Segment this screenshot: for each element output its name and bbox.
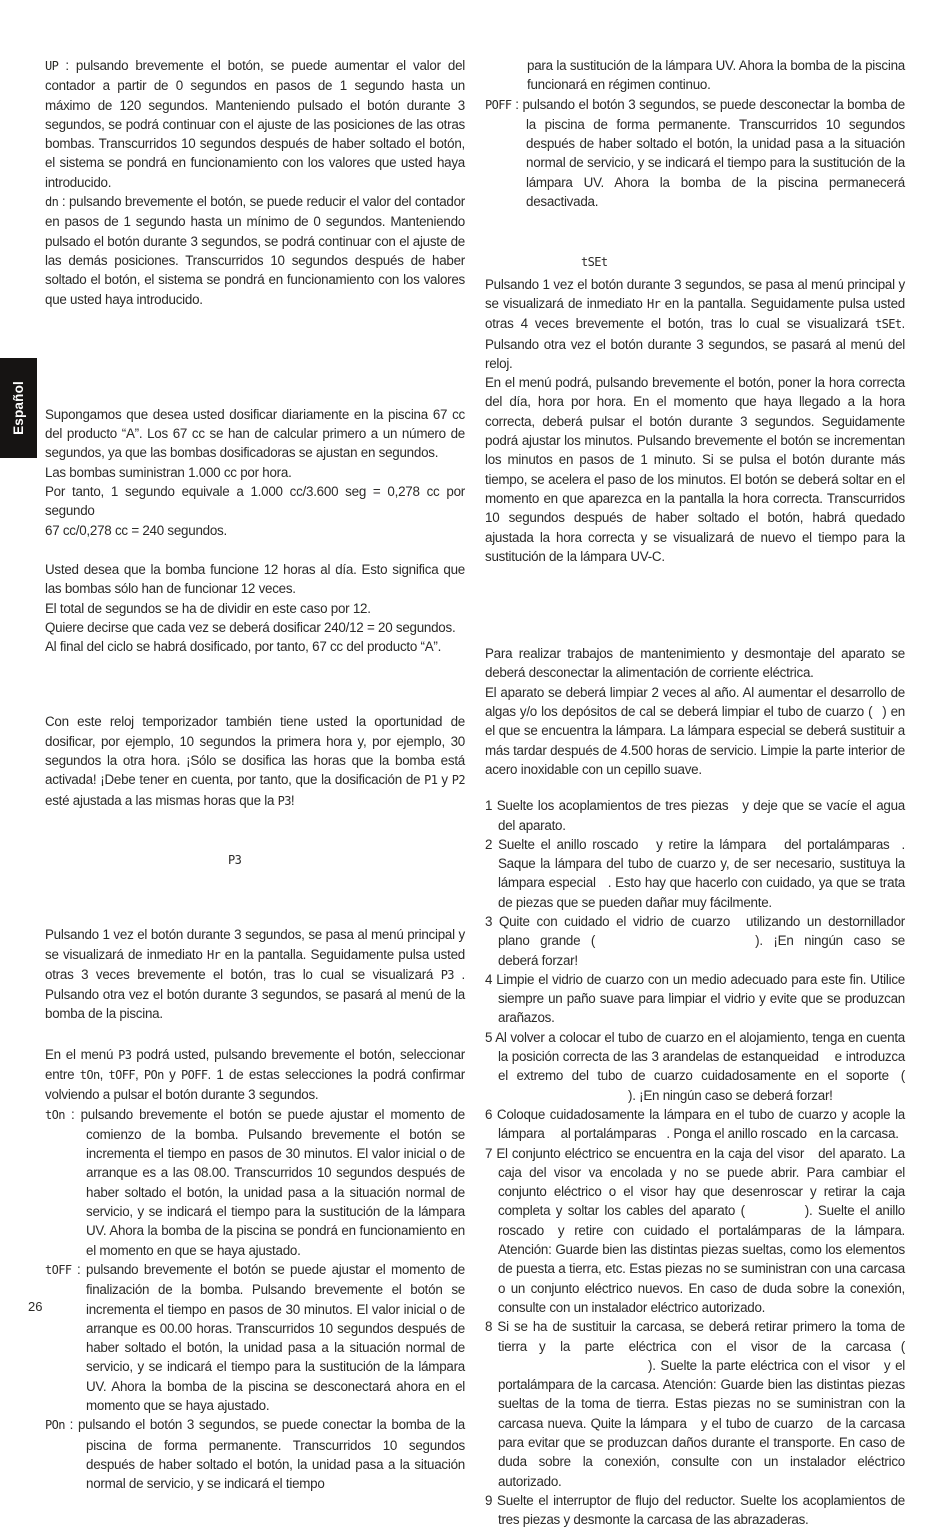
blank-reference-gap	[498, 1099, 628, 1100]
blank-reference-gap	[819, 1060, 835, 1061]
text-run: para la sustitución de la lámpara UV. Ahora la bomba de la piscina funcionará en régimen continuo.	[527, 58, 905, 93]
text-run: podrá usted, pulsando brevemente el botón, seleccionar entre	[45, 1046, 465, 1082]
text-run: En el menú podrá, pulsando brevemente el botón, poner la hora correcta del día, hora por hora. En el momento que haya llegado a la hora correcta, deberá pulsar el botón durante 3 segundos. Seguidamente podrá ajustar los minutos. Pulsando brevemente el botón se incrementan los minutos en pasos de 1 minuto. Si se pulsa el botón durante más tiempo, se acelera el paso de los minutos. El botón se deberá soltar en el momento en que aparezca en la pantalla la hora correcta. Transcurridos 10 segundos después de haber soltado el botón, habrá quedado ajustada la hora correcta y se visualizará de nuevo el tiempo para la sustitución de la lámpara UV-C.	[485, 375, 905, 564]
text-run: y el portalámpara de la carcasa. Atención: Guarde bien las distintas piezas sueltas de la toma de tierra. Estas piezas no se suministran con la carcasa nueva. Quite la lámpara	[498, 1357, 905, 1431]
lcd-display-term: POFF	[181, 1067, 208, 1082]
definition-item	[45, 1105, 465, 1260]
numbered-list-item	[485, 835, 905, 912]
blank-reference-gap	[498, 1369, 648, 1370]
section-heading	[581, 252, 905, 272]
blank-reference-gap	[804, 1157, 818, 1158]
lcd-display-term: Hr	[646, 296, 661, 311]
text-run: : pulsando brevemente el botón se puede ajustar el momento de finalización de la bomba. Pulsando brevemente el botón se incrementa el tiempo en pasos de 30 minutos. El valor inicial o de arranque es 00.00 horas. Transcurridos 10 segundos después de haber soltado el botón, la unidad pasa a la situación normal de servicio, y se indicará el tiempo para la sustitución de la lámpara UV. Ahora la bomba de la piscina se desconectará ahora en el momento que se haya ajustado.	[71, 1261, 465, 1414]
text-run: ,	[134, 1066, 144, 1082]
blank-reference-gap	[687, 1427, 701, 1428]
blank-reference-gap	[889, 1079, 901, 1080]
blank-reference-gap	[596, 886, 608, 887]
text-run: El aparato se deberá limpiar 2 veces al año. Al aumentar el desarrollo de algas y/o los depósitos de cal se deberá limpiar el tubo de cuarzo (	[485, 684, 905, 720]
list-number: 5	[485, 1029, 496, 1045]
numbered-list-item	[485, 912, 905, 970]
text-run: al portalámparas	[560, 1126, 657, 1142]
text-run: Supongamos que desea usted dosificar diariamente en la piscina 67 cc del producto “A”. Los 67 cc se han de calcular primero a un número de segundos, ya que las bombas dosificadoras se ajustan en segundos.	[45, 406, 465, 461]
text-run: utilizando un destornillador plano grande (	[498, 913, 905, 949]
blank-reference-gap	[544, 1234, 558, 1235]
text-run: Pulsando 1 vez el botón durante 3 segundos, se pasa al menú principal y se visualizará de inmediato	[45, 927, 465, 962]
blank-reference-gap	[870, 1369, 884, 1370]
text-run: esté ajustada a las mismas horas que la	[45, 792, 278, 808]
text-run: El total de segundos se ha de dividir en este caso por 12.	[45, 600, 371, 616]
text-run: Para realizar trabajos de mantenimiento y desmontaje del aparato se deberá desconectar la alimentación de corriente eléctrica.	[485, 646, 905, 681]
text-run: Usted desea que la bomba funcione 12 horas al día. Esto significa que las bombas sólo han de funcionar 12 veces.	[45, 561, 465, 597]
definition-item	[485, 95, 905, 212]
numbered-list-item	[485, 796, 905, 835]
lcd-display-term: tOn	[79, 1067, 100, 1082]
lcd-display-term: P2	[451, 773, 465, 788]
text-run: Limpie el vidrio de cuarzo con un medio adecuado para este fin. Utilice siempre un paño suave para limpiar el vidrio y evite que se produzcan arañazos.	[496, 971, 906, 1026]
left-column	[45, 56, 465, 1494]
blank-reference-gap	[527, 1350, 539, 1351]
page-number: 26	[28, 1299, 43, 1314]
lcd-display-term: UP	[45, 59, 59, 73]
lcd-display-term: P3	[228, 852, 242, 867]
blank-reference-gap	[545, 1137, 561, 1138]
definition-item	[45, 1260, 465, 1415]
paragraph	[45, 192, 465, 309]
lcd-display-term: tSEt	[875, 317, 902, 332]
text-run: ). Suelte el anillo roscado	[498, 1203, 906, 1238]
text-run: y	[163, 1066, 182, 1082]
text-run: . Esto hay que hacerlo con cuidado, ya que se trata de piezas que se pueden dañar muy fácilmente.	[498, 875, 905, 910]
text-run: En el menú	[45, 1046, 119, 1062]
text-run: Al final del ciclo se habrá dosificado, por tanto, 67 cc del producto “A”.	[45, 639, 442, 655]
lcd-display-term: Hr	[206, 947, 221, 962]
blank-reference-gap	[595, 944, 755, 945]
text-run: . Ponga el anillo roscado	[666, 1126, 807, 1142]
text-run: : pulsando el botón 3 segundos, se puede conectar la bomba de la piscina de forma permanente. Transcurridos 10 segundos después de haber soltado el botón, la unidad pasa a la situación normal de servicio, y se indicará el tiempo	[64, 1417, 465, 1492]
lcd-display-term: tSEt	[581, 255, 608, 270]
lcd-display-term: P3	[118, 1047, 132, 1062]
numbered-list-item	[485, 1491, 905, 1529]
paragraph	[45, 56, 465, 192]
blank-reference-gap	[807, 1137, 819, 1138]
lcd-display-term: P1	[424, 773, 438, 788]
section-heading	[228, 850, 465, 870]
text-run: : pulsando brevemente el botón, se puede reducir el valor del contador en pasos de 1 segundo hasta un mínimo de 0 segundos. Manteniendo pulsado el botón durante 3 segundos, se podrá continuar con el ajuste de las demás posiciones. Transcurridos 10 segundos después de haber soltado el botón, el sistema se pondrá en funcionamiento con los valores que usted haya introducido.	[45, 194, 465, 307]
list-number: 6	[485, 1106, 497, 1122]
text-run: Suelte el interruptor de flujo del reductor. Suelte los acoplamientos de tres piezas y desmonte la carcasa de las abrazaderas.	[497, 1492, 905, 1528]
numbered-list-item	[485, 1317, 905, 1491]
numbered-list-item	[485, 1105, 905, 1144]
text-run: : pulsando brevemente el botón, se puede aumentar el valor del contador a partir de 0 segundos en pasos de 1 segundo hasta un máximo de 120 segundos. Manteniendo pulsado el botón durante 3 segundos, se podrá continuar con el ajuste de las posiciones de las otras bombas. Transcurridos 10 segundos después de haber soltado el botón, el sistema se pondrá en funcionamiento con los valores que usted haya introducido.	[45, 58, 465, 190]
paragraph	[45, 925, 465, 1023]
text-run: Al volver a colocar el tubo de cuarzo en el alojamiento, tenga en cuenta la posición correcta de las 3 arandelas de estanqueidad	[495, 1029, 905, 1065]
text-run: Si se ha de sustituir la carcasa, se deberá retirar primero la toma de tierra	[497, 1319, 905, 1354]
text-run: Pulsando 1 vez el botón durante 3 segundos, se pasa al menú principal y se visualizará de inmediato	[485, 276, 905, 311]
blank-reference-gap	[872, 715, 882, 716]
lcd-display-term: tOFF	[45, 1262, 72, 1277]
text-run: en la pantalla. Seguidamente pulsa usted otras 4 veces brevemente el botón, tras lo cual se visualizará	[485, 295, 905, 332]
text-run: Por tanto, 1 segundo equivale a 1.000 cc/3.600 seg = 0,278 cc por segundo	[45, 484, 465, 519]
blank-reference-gap	[891, 1350, 901, 1351]
text-run: e introduzca el extremo del tubo de cuarzo cuidadosamente en el soporte	[498, 1049, 905, 1084]
lcd-display-term: POn	[45, 1418, 65, 1433]
text-run: . Pulsando otra vez el botón durante 3 segundos, se pasará al menú de la bomba de la piscina.	[45, 966, 465, 1022]
text-run: : pulsando el botón 3 segundos, se puede desconectar la bomba de la piscina de forma permanente. Transcurridos 10 segundos después de haber soltado el botón, la unidad pasa a la situación normal de servicio, y se indicará el tiempo para la sustitución de la lámpara UV. Ahora la bomba de la piscina permanecerá desactivada.	[511, 96, 905, 210]
text-run: y	[437, 772, 452, 788]
lcd-display-term: tOn	[45, 1107, 65, 1122]
language-tab	[0, 358, 37, 458]
text-run: ) en el que se encuentra la lámpara. La lámpara especial se deberá sustituir a más tardar después de 4.500 horas de servicio. Limpie la parte interior de acero inoxidable con un cepillo suave.	[485, 704, 905, 777]
text-run: Quiere decirse que cada vez se deberá dosificar 240/12 = 20 segundos.	[45, 619, 456, 635]
text-run: . Saque la lámpara del tubo de cuarzo y, de ser necesario, sustituya la lámpara especial	[498, 836, 905, 891]
text-run: ,	[99, 1066, 109, 1082]
text-run: ). ¡En ningún caso se deberá forzar!	[498, 933, 905, 968]
text-run: ). Suelte la parte eléctrica con el visor	[648, 1357, 870, 1373]
paragraph	[485, 373, 905, 566]
text-run: (	[900, 1338, 905, 1354]
text-run: Coloque cuidadosamente la lámpara en el tubo de cuarzo y acople la lámpara	[496, 1106, 905, 1142]
blank-reference-gap	[766, 848, 784, 849]
text-run: y la parte eléctrica con el visor	[539, 1338, 778, 1354]
list-number: 1	[485, 798, 497, 814]
text-run: de la carcasa para evitar que se produzcan daños durante el transporte. En caso de duda sobre la conexión, consulte con un instalador eléctrico autorizado.	[498, 1415, 905, 1489]
list-number: 2	[485, 836, 499, 852]
text-run: en la pantalla. Seguidamente pulsa usted otras 3 veces brevemente el botón, tras lo cual se visualizará	[45, 946, 465, 982]
text-run: y retire con cuidado el portalámparas de la lámpara. Atención: Guarde bien las distintas piezas sueltas, como los elementos de puesta a tierra, etc. Estas piezas no se suministran con una carcasa o un conjunto eléctrico nuevos. En caso de duda sobre la conexión, consulte con un instalador eléctrico autorizado.	[498, 1222, 905, 1315]
text-run: Suelte los acoplamientos de tres piezas	[496, 798, 729, 814]
lcd-display-term: P3	[440, 967, 454, 982]
paragraph	[45, 712, 465, 810]
text-run: (	[900, 1068, 905, 1084]
list-number: 8	[485, 1319, 498, 1335]
text-run: y el tubo de cuarzo	[700, 1415, 813, 1431]
text-run: y retire la lámpara	[656, 836, 767, 852]
text-run: del portalámparas	[784, 836, 890, 852]
lcd-display-term: POFF	[485, 97, 512, 112]
lcd-display-term: POn	[143, 1067, 164, 1082]
lcd-display-term: tOFF	[108, 1067, 135, 1082]
list-number: 7	[485, 1145, 497, 1161]
list-number: 9	[485, 1492, 498, 1508]
paragraph	[45, 1045, 465, 1105]
list-number: 4	[485, 971, 497, 987]
definition-item	[45, 1415, 465, 1493]
text-run: ). ¡En ningún caso se deberá forzar!	[628, 1087, 833, 1103]
text-run: 67 cc/0,278 cc = 240 segundos.	[45, 522, 227, 538]
paragraph	[45, 560, 465, 656]
blank-reference-gap	[656, 1137, 666, 1138]
blank-reference-gap	[813, 1427, 827, 1428]
numbered-list-item	[485, 1144, 905, 1318]
lcd-display-term: P3	[277, 793, 291, 808]
text-run: Las bombas suministran 1.000 cc por hora.	[45, 464, 292, 480]
paragraph	[485, 644, 905, 779]
text-run: El conjunto eléctrico se encuentra en la caja del visor	[496, 1145, 805, 1161]
text-run: del aparato. La caja del visor va encolada y no se puede abrir. Para cambiar el conjunto eléctrico o el visor hay que desenroscar y retirar la caja completa y soltar los cables del aparato (	[498, 1145, 905, 1219]
blank-reference-gap	[745, 1214, 805, 1215]
text-run: Con este reloj temporizador también tiene usted la oportunidad de dosificar, por ejemplo, 10 segundos la primera hora y, por ejemplo, 30 segundos la otra hora. ¡Sólo se dosifica las horas que la bomba está activada! ¡Debe tener en cuenta, por tanto, que la dosificación de	[45, 714, 465, 788]
text-run: de la carcasa	[792, 1338, 891, 1354]
text-run: y deje que se vacíe el agua del aparato.	[498, 798, 905, 833]
blank-reference-gap	[890, 848, 902, 849]
paragraph	[485, 275, 905, 373]
text-run: . Pulsando otra vez el botón durante 3 segundos, se pasará al menú del reloj.	[485, 316, 905, 371]
language-tab-label: Español	[10, 381, 26, 435]
lcd-display-term: dn	[45, 195, 59, 210]
text-run: !	[290, 792, 295, 808]
text-run: Quite con cuidado el vidrio de cuarzo	[499, 913, 731, 929]
paragraph	[45, 405, 465, 540]
paragraph-continuation	[485, 56, 905, 95]
blank-reference-gap	[778, 1350, 792, 1351]
text-run: en la carcasa.	[818, 1126, 899, 1142]
list-number: 3	[485, 913, 499, 929]
right-column	[485, 56, 905, 1529]
numbered-list-item	[485, 1028, 905, 1105]
blank-reference-gap	[638, 848, 656, 849]
numbered-list-item	[485, 970, 905, 1028]
blank-reference-gap	[728, 809, 742, 810]
text-run: Suelte el anillo roscado	[498, 836, 639, 852]
blank-reference-gap	[730, 925, 746, 926]
text-run: . 1 de estas selecciones la podrá confirmar volviendo a pulsar el botón durante 3 segundos.	[45, 1066, 465, 1103]
text-run: : pulsando brevemente el botón se puede ajustar el momento de comienzo de la bomba. Pulsando brevemente el botón se incrementa el tiempo en pasos de 30 minutos. El valor inicial o de arranque es a las 08.00. Transcurridos 10 segundos después de haber soltado el botón, la unidad pasa a la situación normal de servicio, y se indicará el tiempo para la sustitución de la lámpara UV. Ahora la bomba de la piscina se pondrá en funcionamiento en el momento en que se haya ajustado.	[64, 1106, 465, 1258]
